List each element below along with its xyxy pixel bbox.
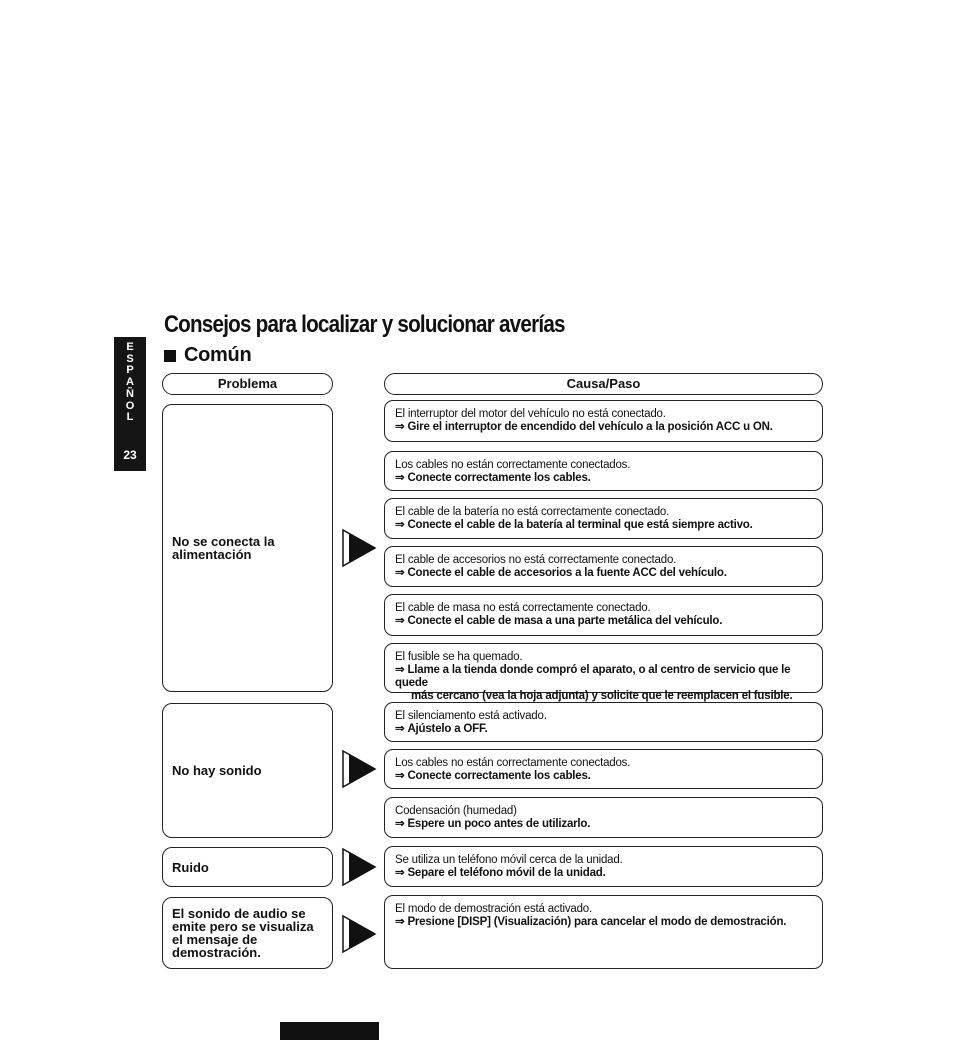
section-subtitle-text: Común <box>184 344 252 366</box>
cause-text: Codensación (humedad) <box>395 805 517 817</box>
cause-box <box>384 400 823 442</box>
section-subtitle <box>164 344 251 367</box>
step-arrow-icon: ⇒ <box>395 421 405 433</box>
cause-box <box>384 451 823 491</box>
problem-label: No se conecta la alimentación <box>172 534 275 562</box>
cause-step: ⇒ Ajústelo a OFF. <box>395 723 488 735</box>
cause-box <box>384 546 823 587</box>
play-arrow-icon <box>341 847 377 887</box>
play-arrow-icon <box>341 914 377 954</box>
cause-box <box>384 846 823 887</box>
step-arrow-icon: ⇒ <box>395 519 405 531</box>
play-arrow-icon <box>341 749 377 789</box>
step-arrow-icon: ⇒ <box>395 916 405 928</box>
cause-text: El cable de la batería no está correctamente conectado. <box>395 506 670 518</box>
step-arrow-icon: ⇒ <box>395 770 405 782</box>
page-number: 23 <box>123 448 137 462</box>
problem-box-noise <box>162 847 333 887</box>
cause-step-continued: más cercano (vea la hoja adjunta) y solicite que le reemplacen el fusible. <box>411 690 793 702</box>
cause-text: Los cables no están correctamente conectados. <box>395 459 631 471</box>
step-arrow-icon: ⇒ <box>395 472 405 484</box>
problem-label: No hay sonido <box>172 763 262 778</box>
cause-step: ⇒ Conecte el cable de la batería al terminal que está siempre activo. <box>395 519 753 531</box>
cause-text: El silenciamento está activado. <box>395 710 547 722</box>
page-title: Consejos para localizar y solucionar averías <box>164 311 565 338</box>
column-header-problem: Problema <box>162 373 333 395</box>
step-arrow-icon: ⇒ <box>395 615 405 627</box>
cause-step: ⇒ Conecte el cable de masa a una parte metálica del vehículo. <box>395 615 723 627</box>
language-side-tab <box>114 337 146 471</box>
cause-box <box>384 749 823 789</box>
cause-box <box>384 498 823 539</box>
cause-text: El cable de accesorios no está correctamente conectado. <box>395 554 677 566</box>
step-arrow-icon: ⇒ <box>395 567 405 579</box>
step-arrow-icon: ⇒ <box>395 818 405 830</box>
problem-box-no-sound <box>162 703 333 838</box>
cause-step: ⇒ Conecte correctamente los cables. <box>395 472 591 484</box>
problem-box-no-power <box>162 404 333 692</box>
play-arrow-icon <box>341 528 377 568</box>
cause-step: ⇒ Espere un poco antes de utilizarlo. <box>395 818 591 830</box>
cause-step: ⇒ Conecte el cable de accesorios a la fuente ACC del vehículo. <box>395 567 727 579</box>
problem-box-demo-message <box>162 897 333 969</box>
cause-step: ⇒ Presione [DISP] (Visualización) para cancelar el modo de demostración. <box>395 916 787 928</box>
step-arrow-icon: ⇒ <box>395 723 405 735</box>
cause-box <box>384 594 823 636</box>
cause-text: El modo de demostración está activado. <box>395 903 592 915</box>
cause-step: ⇒ Llame a la tienda donde compró el aparato, o al centro de servicio que le quede <box>395 664 791 689</box>
step-arrow-icon: ⇒ <box>395 664 405 676</box>
cause-step: ⇒ Conecte correctamente los cables. <box>395 770 591 782</box>
bullet-square-icon <box>164 350 176 362</box>
footer-black-bar <box>280 1022 379 1040</box>
cause-text: El fusible se ha quemado. <box>395 651 523 663</box>
cause-text: Se utiliza un teléfono móvil cerca de la unidad. <box>395 854 623 866</box>
cause-step: ⇒ Gire el interruptor de encendido del vehículo a la posición ACC u ON. <box>395 421 773 433</box>
problem-label: Ruido <box>172 859 209 875</box>
problem-label: El sonido de audio se emite pero se visualiza el mensaje de demostración. <box>172 906 314 960</box>
cause-text: El interruptor del motor del vehículo no está conectado. <box>395 408 666 420</box>
cause-box <box>384 797 823 838</box>
language-letters: E S P A Ñ O L <box>125 341 135 424</box>
cause-box <box>384 643 823 702</box>
column-header-cause: Causa/Paso <box>384 373 823 395</box>
step-arrow-icon: ⇒ <box>395 867 405 879</box>
cause-step: ⇒ Separe el teléfono móvil de la unidad. <box>395 867 606 879</box>
cause-text: El cable de masa no está correctamente conectado. <box>395 602 651 614</box>
cause-box <box>384 702 823 742</box>
cause-box <box>384 895 823 969</box>
cause-text: Los cables no están correctamente conectados. <box>395 757 631 769</box>
